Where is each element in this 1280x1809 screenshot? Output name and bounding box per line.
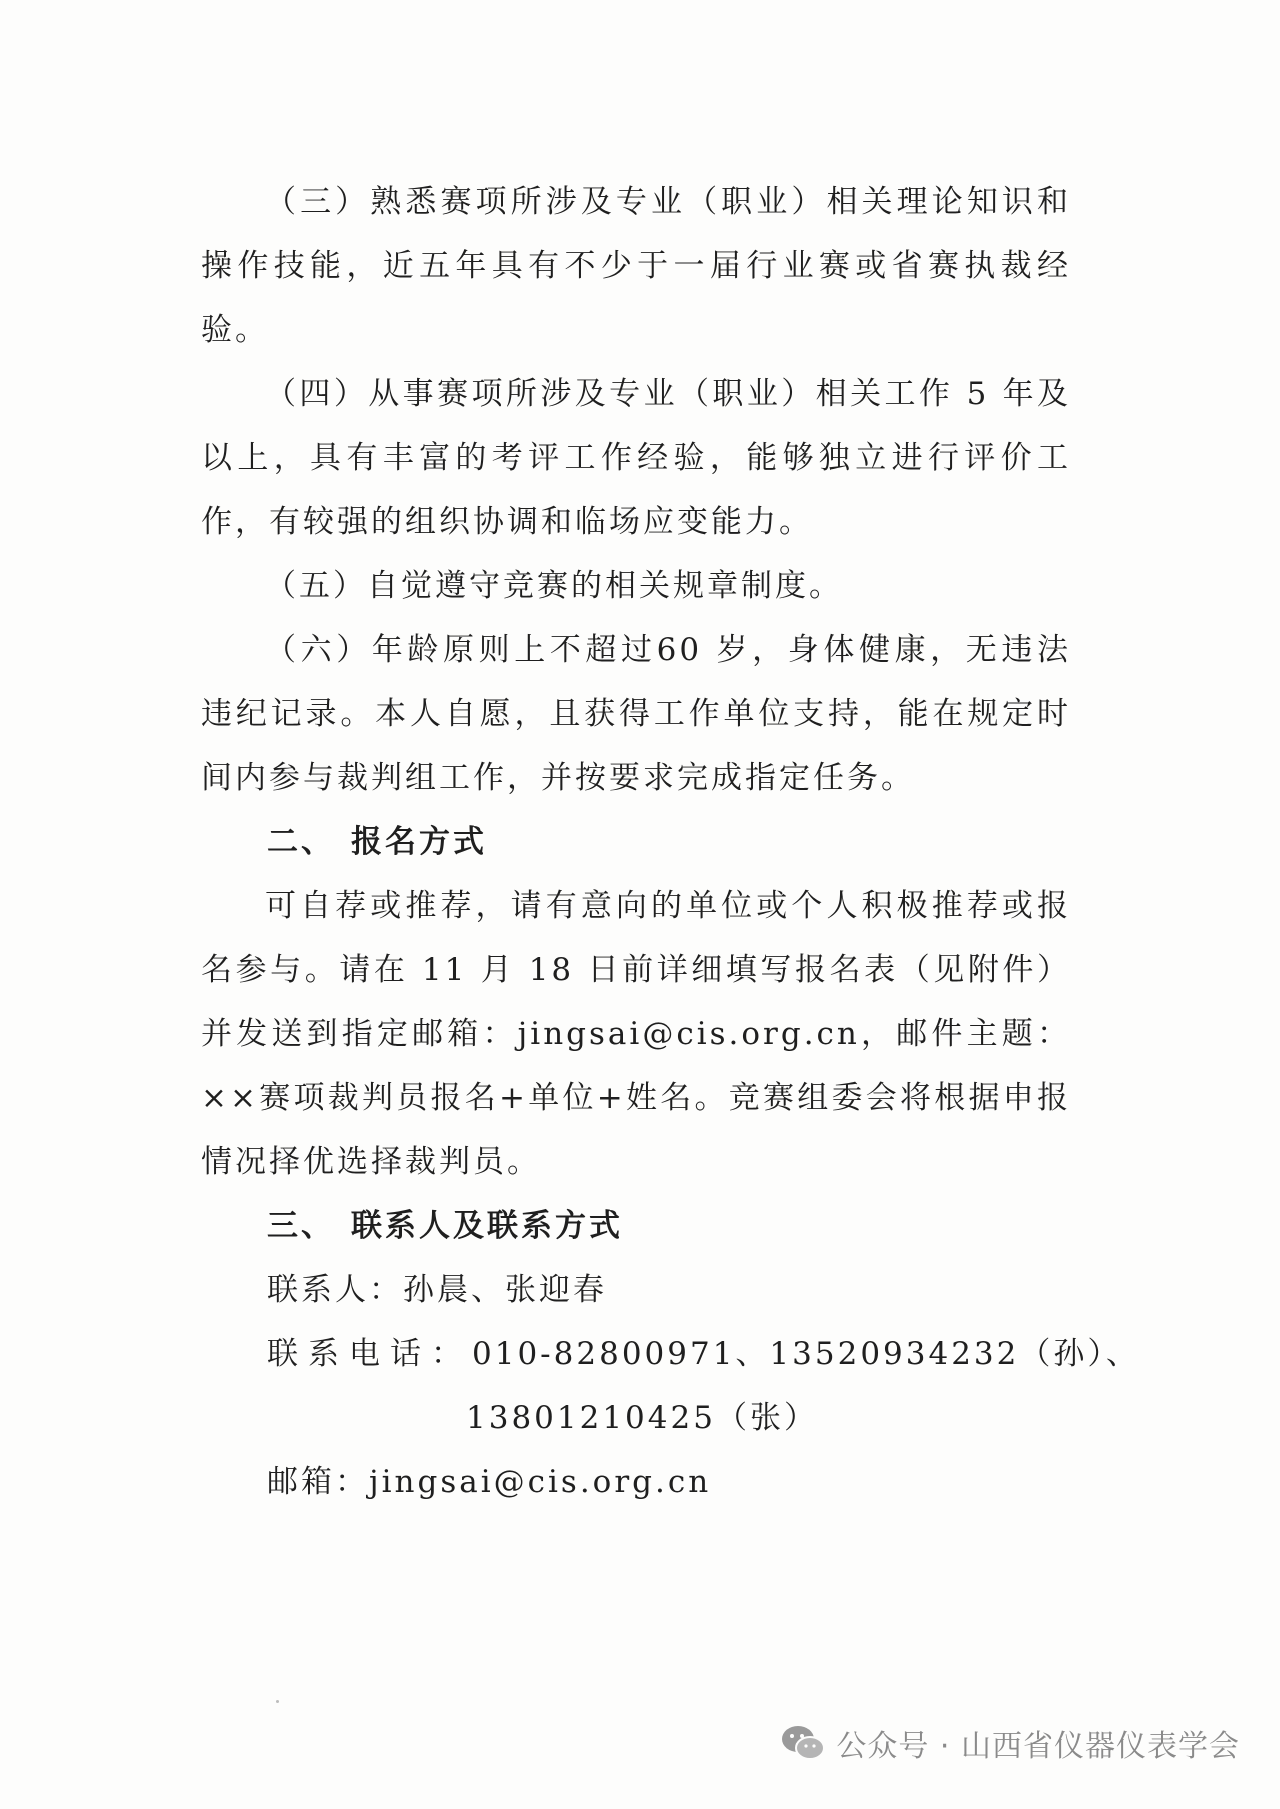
phone-values: 010-82800971、13520934232（孙）、 [472,1336,1140,1372]
wechat-watermark [780,1721,1240,1765]
paragraph-requirement-5: （五）自觉遵守竞赛的相关规章制度。 [265,568,843,604]
contact-person-line: 联系人：孙晨、张迎春 [267,1272,607,1308]
section-heading-registration [201,810,1071,874]
section-number: 二、 [267,824,335,860]
wechat-icon [780,1723,826,1763]
section-title: 报名方式 [351,824,487,860]
phone-label: 联系电话： [267,1336,472,1372]
section-title: 联系人及联系方式 [351,1208,623,1244]
contact-email-line: 邮箱：jingsai@cis.org.cn [267,1464,712,1500]
paragraph-registration: 可自荐或推荐，请有意向的单位或个人积极推荐或报名参与。请在 11 月 18 日前详细填写报名表（见附件）并发送到指定邮箱：jingsai@cis.org.cn，邮件主题：××赛项裁判员报名+单位+姓名。竞赛组委会将根据申报情况择优选择裁判员。 [201,888,1071,1180]
watermark-text: 公众号 · 山西省仪器仪表学会 [836,1729,1240,1764]
contact-phone-line [201,1322,1140,1386]
contact-phone-continuation: 13801210425（张） [466,1400,818,1436]
section-heading-contact [201,1194,1071,1258]
scan-speck [276,1700,279,1703]
section-number: 三、 [267,1208,335,1244]
paragraph-requirement-3: （三）熟悉赛项所涉及专业（职业）相关理论知识和操作技能，近五年具有不少于一届行业赛或省赛执裁经验。 [201,184,1071,348]
paragraph-requirement-6: （六）年龄原则上不超过60 岁，身体健康，无违法违纪记录。本人自愿，且获得工作单位支持，能在规定时间内参与裁判组工作，并按要求完成指定任务。 [201,632,1071,796]
paragraph-requirement-4: （四）从事赛项所涉及专业（职业）相关工作 5 年及以上，具有丰富的考评工作经验，能够独立进行评价工作，有较强的组织协调和临场应变能力。 [201,376,1071,540]
document-body [201,170,1140,1514]
